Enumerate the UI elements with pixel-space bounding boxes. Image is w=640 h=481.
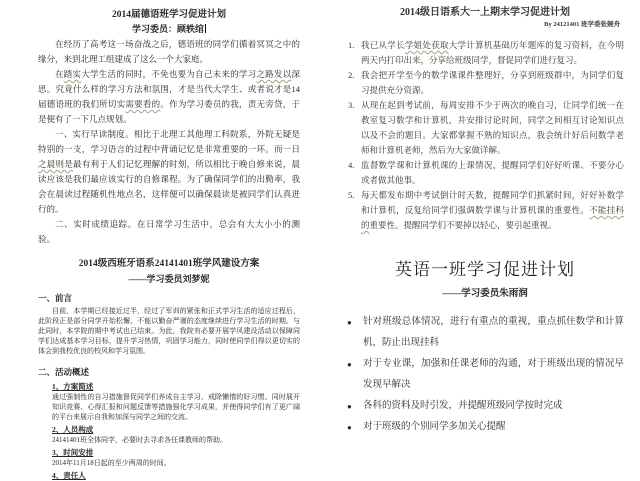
doc-spanish-plan <box>38 257 300 481</box>
spellcheck-underline: 踏实 <box>63 69 82 79</box>
doc-c-title: 2014级日语系大一上期末学习促进计划 <box>400 7 570 18</box>
doc-d-author: ——学习委员朱雨润 <box>442 289 528 299</box>
right-page <box>320 0 640 474</box>
list-number: 5. <box>348 190 355 200</box>
doc-d-title: 英语一班学习促进计划 <box>395 260 575 279</box>
list-item <box>346 396 624 417</box>
spellcheck-underline: 需要看的 <box>125 99 161 109</box>
doc-german-plan <box>38 8 300 247</box>
doc-a-author-line <box>38 22 300 37</box>
doc-a-author-name: 顾轶绾 <box>177 24 205 34</box>
bullet-icon: ● <box>347 423 352 432</box>
list-number: 3. <box>348 100 355 110</box>
text-run: 每天都发布期中考试倒计时天数，提醒同学们抓紧时间，好好补数学和计算机，反复给同学们强调数学课与计算机课的重要性。 <box>361 190 624 215</box>
doc-b-subhead-1: 1、方案简述 <box>52 382 94 391</box>
text-run: 一、实行早读制度。相比于北理工其他理工科院系，外院无疑是特别的一支，学习语言的过程中背诵记忆是非常重要的一环。而一日 <box>38 129 300 154</box>
doc-b-subhead-2: 2、人员构成 <box>52 425 94 434</box>
list-number: 2. <box>348 70 355 80</box>
text-run: 。作为学习委员的我，责无旁贷，于是便有了一下几点规划。 <box>38 99 300 124</box>
paragraph: 24141401班全体同学，必要时去寻求各任课教师的帮助。 <box>52 436 227 444</box>
doc-b-heading-1: 一、前言 <box>38 293 73 303</box>
doc-b-subhead-4: 4、责任人 <box>52 471 86 480</box>
bullet-icon: ● <box>347 318 352 327</box>
left-page <box>0 0 320 480</box>
spellcheck-underline: 之晨则是 <box>38 159 73 169</box>
list-item <box>346 68 624 98</box>
doc-a-author-label: 学习委员： <box>131 24 177 34</box>
text-run: 最有利于人们记忆理解的时刻，所以相比于晚自修来说，晨读应该是我们最应该实行的自修课程。为了确保同学们的出勤率，我会在晨读过程随机性地点名，这样便可以确保晨读是被同学们认真进行的。 <box>38 159 300 214</box>
doc-a-title: 2014届德语班学习促进计划 <box>111 10 226 20</box>
list-item <box>346 98 624 158</box>
spellcheck-underline: 不能挂科的 <box>361 205 624 230</box>
text-run: 监督数学课和计算机课的上课情况，提醒同学们好好听课、不要分心或者做其他事。 <box>361 160 624 185</box>
bullet-icon: ● <box>347 402 352 411</box>
doc-english-plan <box>346 259 624 438</box>
list-item <box>346 417 624 438</box>
bullet-icon: ● <box>347 360 352 369</box>
spellcheck-underline: 之路发以 <box>256 69 292 79</box>
text-run: 我已从学长 <box>361 40 405 50</box>
paragraph: 目前，本学期已经接近过半，经过了军训的紧张和正式学习生活的适应过程后，此阶段正是部分同学开始松懈，不能以勤奋严谨的态度继续进行学习生活的时期。与此同时，本学院的期中考试也已结束。为此，我院有必要开展学风建设活动以保障同学们达成基本学习目标，提升学习热情，巩固学习能力，同时使同学们得以更切实的体会到我校优良的校风和学习氛围。 <box>38 307 300 355</box>
text-run: 大学计算机基础历年题库的复习资料，在今明两天内打印出来，分享给班级同学，督促同学们进行复习。 <box>361 40 624 65</box>
paragraph: 通过强制性的自习措施督促同学们养成自主学习、戒除懒惰的好习惯。同时展开知识竞赛、心得汇报和问题反馈等措施强化学习成果，并使得同学们有了更广阔的平台来展示自我和加深与同学之间的交流。 <box>52 393 300 421</box>
text-run: 针对班级总体情况，进行有重点的重视，重点抓住数学和计算机，防止出现挂科 <box>363 317 624 348</box>
list-item <box>346 158 624 188</box>
list-item <box>346 312 624 354</box>
paragraph: 在经历了高考这一场奋战之后，德语班的同学们循着冥冥之中的缘分，来到北理工组建成了这么一个大家庭。 <box>38 39 300 64</box>
spellcheck-underline: 学姐处获取 <box>404 40 449 50</box>
doc-d-bullet-list <box>346 312 624 438</box>
doc-b-author: ——学习委员刘梦妮 <box>128 274 210 284</box>
text-run: 重要性。提醒同学们不要掉以轻心，要引起重视。 <box>369 220 557 230</box>
paragraph <box>38 127 300 217</box>
list-number: 4. <box>348 160 355 170</box>
text-run: 对于专业课，加强和任课老师的沟通，对于班级出现的情况早发现早解决 <box>363 359 624 390</box>
paragraph <box>38 67 300 127</box>
doc-c-byline: By 24121401 班学委张婉舟 <box>544 21 620 28</box>
list-item <box>346 354 624 396</box>
text-run: 对于班级的个别同学多加关心提醒 <box>363 422 506 432</box>
doc-a-body <box>38 37 300 247</box>
doc-b-subhead-3: 3、时间安排 <box>52 448 94 457</box>
paragraph: 2014年11月18日起的至少两周的时间。 <box>52 459 171 467</box>
text-run: 从现在起到考试前，每周安排不少于两次的晚自习，让同学们统一在教室复习数学和计算机，并安排讨论时间，同学之间相互讨论知识点以及不会的题目。大家都掌握不熟的知识点，我会统计好后问数学老师和计算机老师，然后为大家做详解。 <box>361 100 624 155</box>
text-run: 深思。究竟什么样的学习方法和氛围，才是当代大学生、或者说才是14届德语班的我们所切实 <box>38 69 300 109</box>
list-item <box>346 38 624 68</box>
doc-c-numbered-list <box>346 38 624 233</box>
text-run: 各科的资料及时引发，并提醒班级同学按时完成 <box>363 401 563 411</box>
text-cursor <box>205 24 206 33</box>
doc-japanese-plan <box>346 6 624 233</box>
doc-b-title: 2014级西班牙语系24141401班学风建设方案 <box>78 259 260 269</box>
list-item <box>346 188 624 233</box>
text-run: 在 <box>55 69 64 79</box>
paragraph: 二、实时成绩追踪。在日常学习生活中，总会有大大小小的测验。 <box>38 219 300 244</box>
doc-b-heading-2: 二、活动概述 <box>38 367 90 377</box>
text-run: 大学生活的同时，不免也要为自己未来的学习 <box>81 69 257 79</box>
list-number: 1. <box>348 40 355 50</box>
text-run: 我会把开学至今的数学课课件整理好，分享到班级群中，为同学们复习提供充分资源。 <box>361 70 624 95</box>
